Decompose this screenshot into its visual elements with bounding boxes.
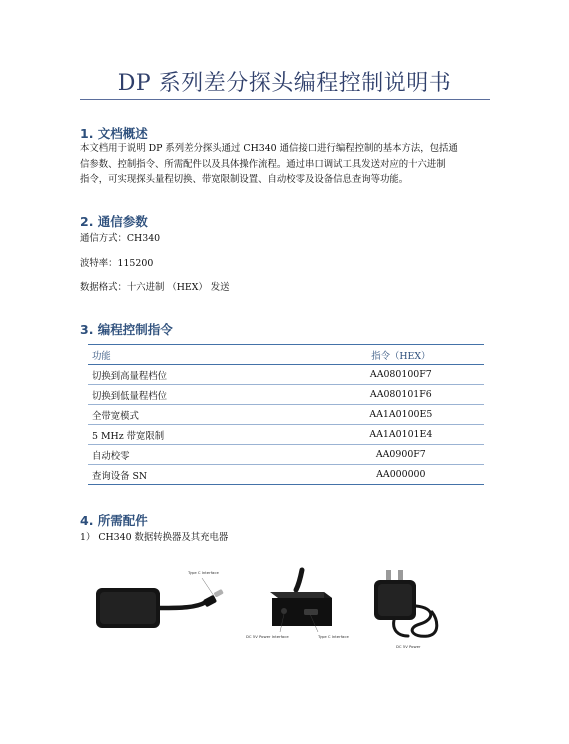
row-command: AA080100F7 <box>318 365 484 385</box>
charger-label: DC 5V Power <box>396 644 421 649</box>
accessory-photos <box>80 552 490 662</box>
row-function: 切换到高量程档位 <box>88 365 318 385</box>
row-command: AA1A0101E4 <box>318 425 484 445</box>
row-command: AA0900F7 <box>318 445 484 465</box>
table-header-row <box>88 345 484 365</box>
box-power-label: DC 5V Power Interface <box>246 634 289 639</box>
table-row <box>88 405 484 425</box>
section-1-line-1: 本文档用于说明 DP 系列差分探头通过 CH340 通信接口进行编程控制的基本方法，包括通 <box>80 143 458 154</box>
data-format: 数据格式：十六进制 （HEX） 发送 <box>80 282 230 293</box>
ch340-adapter-image <box>92 574 232 630</box>
header-command: 指令（HEX） <box>318 345 484 365</box>
table-row <box>88 445 484 465</box>
table-row <box>88 425 484 445</box>
charger-image <box>366 566 462 650</box>
table-row <box>88 385 484 405</box>
section-4-heading: 4. 所需配件 <box>80 513 148 528</box>
row-command: AA000000 <box>318 465 484 485</box>
row-function: 切换到低量程档位 <box>88 385 318 405</box>
adapter-typec-label: Type C Interface <box>188 570 219 575</box>
table-row <box>88 365 484 385</box>
section-1-heading: 1. 文档概述 <box>80 126 148 141</box>
comm-mode: 通信方式：CH340 <box>80 233 161 244</box>
row-function: 全带宽模式 <box>88 405 318 425</box>
command-table <box>88 344 484 485</box>
title-rule <box>80 99 490 100</box>
row-command: AA080101F6 <box>318 385 484 405</box>
table-row <box>88 465 484 485</box>
baud-rate: 波特率：115200 <box>80 258 154 269</box>
row-function: 5 MHz 带宽限制 <box>88 425 318 445</box>
section-3-heading: 3. 编程控制指令 <box>80 322 173 337</box>
box-typec-label: Type C Interface <box>318 634 349 639</box>
row-function: 查询设备 SN <box>88 465 318 485</box>
row-function: 自动校零 <box>88 445 318 465</box>
accessory-item-1: 1） CH340 数据转换器及其充电器 <box>80 532 229 543</box>
section-1-line-3: 指令，可实现探头量程切换、带宽限制设置、自动校零及设备信息查询等功能。 <box>80 174 409 185</box>
row-command: AA1A0100E5 <box>318 405 484 425</box>
document-title: DP 系列差分探头编程控制说明书 <box>117 71 452 96</box>
header-function: 功能 <box>88 345 318 365</box>
section-2-heading: 2. 通信参数 <box>80 214 148 229</box>
section-1-line-2: 信参数、控制指令、所需配件以及具体操作流程。通过串口调试工具发送对应的十六进制 <box>80 158 446 170</box>
